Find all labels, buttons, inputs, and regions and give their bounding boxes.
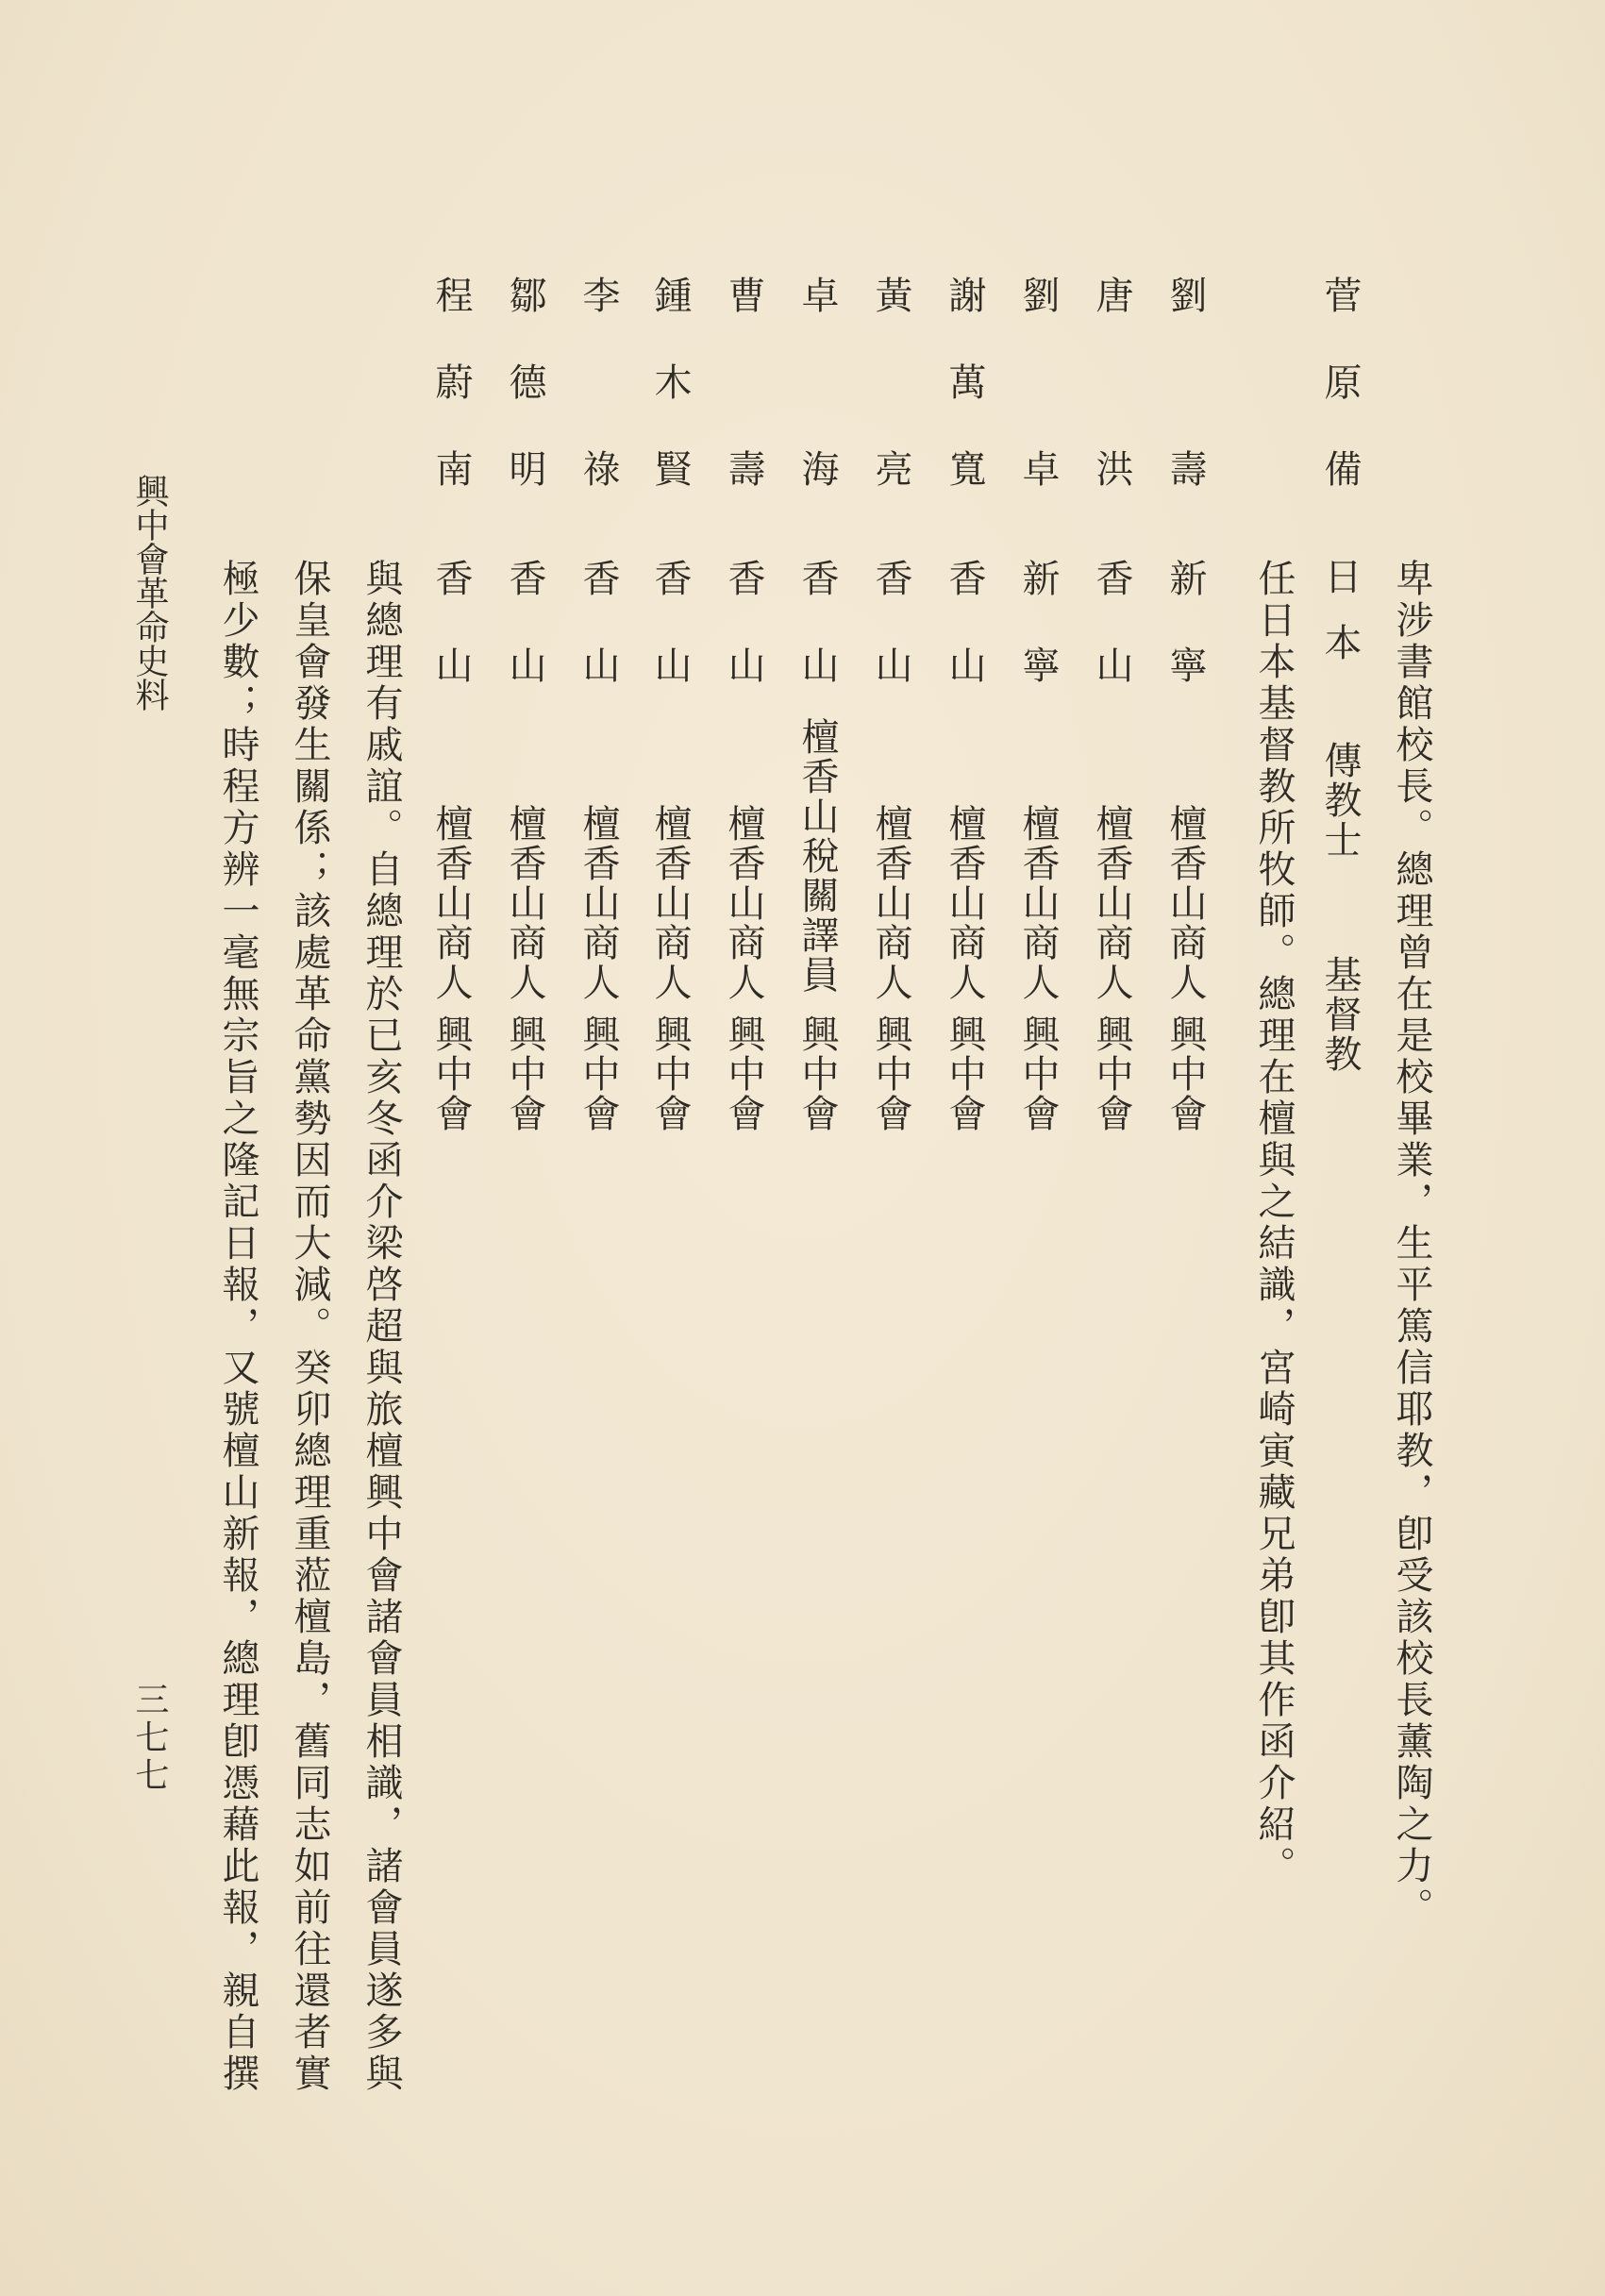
member-origin: 香山 — [429, 559, 473, 732]
member-occupation: 檀香山商人 — [869, 804, 912, 1002]
member-occupation: 檀香山商人 — [1163, 804, 1207, 1002]
member-origin: 香山 — [869, 559, 912, 732]
member-affiliation: 興中會 — [1016, 1014, 1060, 1133]
entry-note-continued: 任日本基督教所牧師。總理在檀與之結識，宮崎寅藏兄弟卽其作函介紹。 — [1252, 559, 1296, 1887]
member-occupation: 檀香山稅關譯員 — [795, 717, 839, 995]
member-occupation: 檀香山商人 — [1016, 804, 1060, 1002]
member-name: 唐 洪 — [1090, 276, 1133, 536]
member-affiliation: 興中會 — [869, 1014, 912, 1133]
member-origin: 香山 — [943, 559, 986, 732]
paragraph-line: 保皇會發生關係；該處革命黨勢因而大減。癸卯總理重蒞檀島，舊同志如前往還者實 — [288, 559, 331, 2095]
member-name: 程蔚南 — [429, 276, 473, 536]
entry-origin: 日本 — [1318, 557, 1362, 689]
member-affiliation: 興中會 — [648, 1014, 692, 1133]
member-origin: 香山 — [1090, 559, 1133, 732]
entry-occupation: 傳教士 — [1318, 741, 1362, 860]
member-occupation: 檀香山商人 — [1090, 804, 1133, 1002]
entry-affiliation: 基督教 — [1318, 955, 1362, 1074]
member-affiliation: 興中會 — [943, 1014, 986, 1133]
member-origin: 香山 — [577, 559, 620, 732]
member-affiliation: 興中會 — [1163, 1014, 1207, 1133]
member-origin: 香山 — [648, 559, 692, 732]
member-name: 劉 卓 — [1016, 276, 1060, 536]
running-title: 興中會革命史料 — [130, 474, 169, 712]
member-origin: 新寧 — [1163, 559, 1207, 732]
member-origin: 香山 — [722, 559, 765, 732]
member-name: 鄒德明 — [503, 276, 546, 536]
paragraph-line: 極少數；時程方辨一毫無宗旨之隆記日報，又號檀山新報，總理卽憑藉此報，親自撰 — [216, 559, 259, 2095]
member-occupation: 檀香山商人 — [648, 804, 692, 1002]
member-origin: 香山 — [795, 559, 839, 732]
member-name: 謝萬寬 — [943, 276, 986, 536]
member-name: 黃 亮 — [869, 276, 912, 536]
member-origin: 新寧 — [1016, 559, 1060, 732]
member-occupation: 檀香山商人 — [577, 804, 620, 1002]
member-origin: 香山 — [503, 559, 546, 732]
member-affiliation: 興中會 — [503, 1014, 546, 1133]
page-number: 三七七 — [130, 1682, 169, 1795]
member-affiliation: 興中會 — [722, 1014, 765, 1133]
member-name: 李 祿 — [577, 276, 620, 536]
member-name: 曹 壽 — [722, 276, 765, 536]
paragraph-line: 與總理有戚誼。自總理於已亥冬函介梁啓超與旅檀興中會諸會員相識，諸會員遂多與 — [359, 559, 403, 2095]
member-affiliation: 興中會 — [795, 1014, 839, 1133]
member-occupation: 檀香山商人 — [943, 804, 986, 1002]
member-affiliation: 興中會 — [429, 1014, 473, 1133]
member-name: 劉 壽 — [1163, 276, 1207, 536]
member-occupation: 檀香山商人 — [722, 804, 765, 1002]
entry-note: 卑涉書館校長。總理曾在是校畢業，生平篤信耶教，卽受該校長薰陶之力。 — [1390, 559, 1433, 1929]
member-affiliation: 興中會 — [577, 1014, 620, 1133]
member-occupation: 檀香山商人 — [503, 804, 546, 1002]
member-affiliation: 興中會 — [1090, 1014, 1133, 1133]
member-occupation: 檀香山商人 — [429, 804, 473, 1002]
member-name: 卓 海 — [795, 276, 839, 536]
entry-name: 菅原備 — [1318, 276, 1362, 536]
member-name: 鍾木賢 — [648, 276, 692, 536]
